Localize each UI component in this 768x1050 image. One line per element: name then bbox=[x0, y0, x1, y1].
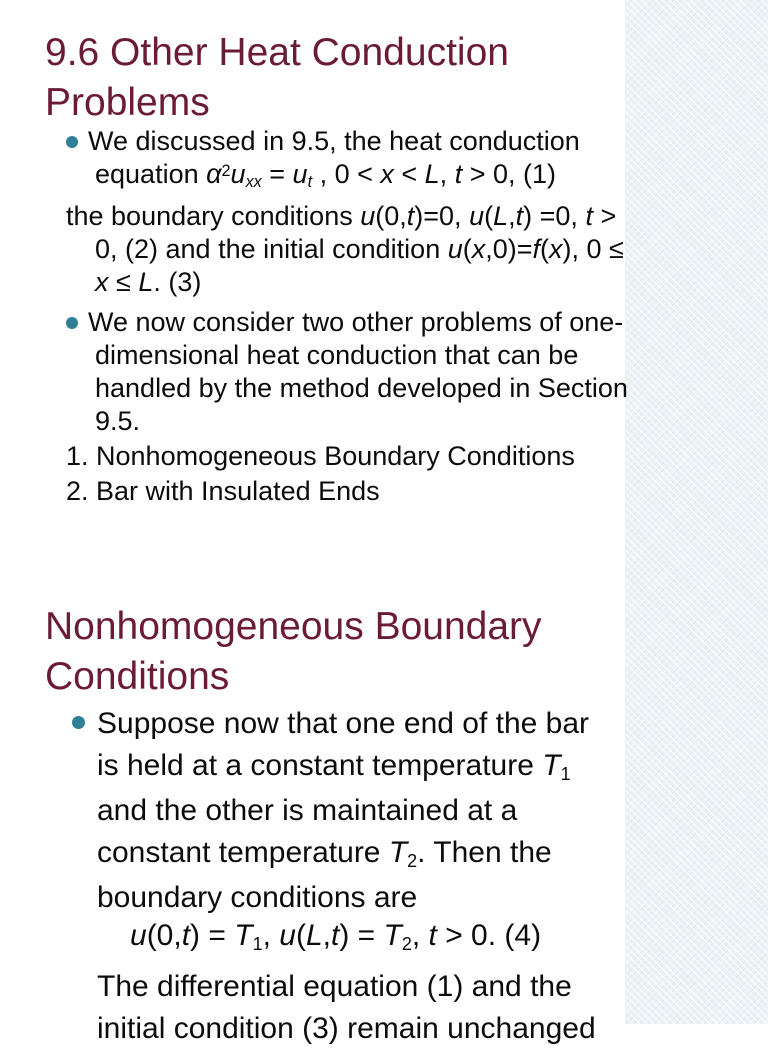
text-segment: initial condition (3) remain unchanged bbox=[97, 1012, 596, 1045]
text-segment: ( bbox=[540, 234, 550, 264]
bullet-paragraph-two-problems bbox=[45, 306, 628, 438]
text-segment: x bbox=[380, 159, 394, 189]
text-segment: ) = bbox=[339, 919, 384, 952]
text-segment: = bbox=[261, 159, 293, 189]
text-segment: L bbox=[305, 919, 323, 952]
text-segment: f bbox=[532, 234, 541, 264]
text-segment: boundary conditions are bbox=[97, 881, 418, 914]
text-segment: constant temperature bbox=[97, 836, 389, 869]
paragraph-unchanged-conditions bbox=[45, 966, 596, 1050]
text-line bbox=[97, 703, 589, 745]
text-line bbox=[95, 405, 628, 438]
text-segment: The differential equation (1) and the bbox=[97, 970, 572, 1003]
bullet-icon bbox=[72, 716, 85, 729]
text-segment: u bbox=[447, 234, 463, 264]
text-line bbox=[97, 877, 589, 919]
text-segment: )=0, bbox=[414, 201, 470, 231]
text-segment: , 0 < bbox=[312, 159, 381, 189]
text-segment: , bbox=[322, 919, 331, 952]
section-heading-2 bbox=[45, 602, 542, 702]
text-segment: 0, (2) and the initial condition bbox=[95, 234, 448, 264]
text-segment: u bbox=[292, 159, 308, 189]
text-segment: > bbox=[592, 201, 617, 231]
heading-line: 9.6 Other Heat Conduction bbox=[45, 31, 509, 74]
text-segment: 1 bbox=[252, 933, 263, 954]
text-segment: u bbox=[279, 919, 296, 952]
text-segment: ( bbox=[295, 919, 306, 952]
text-line bbox=[97, 745, 589, 790]
heading-line: Problems bbox=[45, 81, 210, 124]
text-segment: > 0. (4) bbox=[436, 919, 542, 952]
text-segment: α bbox=[206, 159, 222, 189]
text-segment: ( bbox=[484, 201, 494, 231]
text-segment: T bbox=[383, 919, 402, 952]
text-segment: We discussed in 9.5, the heat conduction bbox=[88, 126, 580, 156]
text-segment: xx bbox=[245, 173, 262, 192]
text-segment: We now consider two other problems of one- bbox=[88, 307, 624, 337]
numbered-list-problems bbox=[45, 439, 575, 509]
text-segment: > 0, (1) bbox=[462, 159, 556, 189]
text-segment: Suppose now that one end of the bar bbox=[97, 707, 590, 740]
text-segment: T bbox=[234, 919, 253, 952]
text-line bbox=[97, 966, 596, 1008]
section-heading-1 bbox=[45, 28, 509, 128]
text-segment: and the other is maintained at a bbox=[97, 794, 518, 827]
text-line bbox=[97, 1008, 596, 1050]
equation-4-line bbox=[45, 915, 541, 960]
text-segment: L bbox=[424, 159, 440, 189]
text-segment: is held at a constant temperature bbox=[97, 749, 543, 782]
text-segment: 2. Bar with Insulated Ends bbox=[66, 476, 380, 506]
bullet-paragraph-constant-temperatures bbox=[45, 703, 589, 919]
text-segment: x bbox=[549, 234, 563, 264]
text-line bbox=[66, 439, 575, 474]
text-segment: x bbox=[471, 234, 486, 264]
text-segment: L bbox=[493, 201, 509, 231]
text-line bbox=[95, 233, 624, 266]
text-segment: (0, bbox=[375, 201, 407, 231]
text-segment: T bbox=[542, 749, 561, 782]
text-segment: u bbox=[360, 201, 376, 231]
text-line bbox=[95, 339, 628, 372]
bullet-paragraph-heat-equation bbox=[45, 125, 580, 195]
text-segment: t bbox=[515, 201, 524, 231]
text-segment: u bbox=[130, 919, 147, 952]
text-line bbox=[95, 266, 624, 299]
bullet-icon bbox=[66, 317, 78, 329]
text-segment: T bbox=[388, 836, 408, 869]
paragraph-boundary-initial-conditions bbox=[45, 200, 624, 299]
text-line bbox=[88, 125, 580, 158]
heading-line: Conditions bbox=[45, 655, 230, 698]
text-segment: , bbox=[439, 159, 455, 189]
text-segment: x bbox=[95, 267, 109, 297]
text-line bbox=[95, 158, 580, 195]
text-segment: ), 0 ≤ bbox=[562, 234, 624, 264]
text-segment: t bbox=[585, 201, 593, 231]
text-segment: t bbox=[307, 173, 313, 192]
bullet-icon bbox=[66, 136, 78, 148]
text-line bbox=[66, 200, 624, 233]
text-line bbox=[97, 790, 589, 832]
text-segment: ,0)= bbox=[485, 234, 533, 264]
text-segment: . Then the bbox=[417, 836, 552, 869]
text-segment: , bbox=[262, 919, 280, 952]
heading-line: Nonhomogeneous Boundary bbox=[45, 605, 542, 648]
text-segment: (0, bbox=[146, 919, 182, 952]
text-segment: 1 bbox=[560, 763, 571, 784]
text-line bbox=[66, 474, 575, 509]
text-segment: u bbox=[230, 159, 246, 189]
text-segment: t bbox=[330, 919, 340, 952]
text-segment: equation bbox=[95, 159, 207, 189]
text-line bbox=[95, 372, 628, 405]
text-segment: ( bbox=[462, 234, 472, 264]
text-line bbox=[97, 832, 589, 877]
text-segment: u bbox=[469, 201, 485, 231]
text-segment: < bbox=[393, 159, 425, 189]
text-segment: t bbox=[406, 201, 415, 231]
text-segment: 2 bbox=[221, 162, 231, 181]
text-segment: ) = bbox=[190, 919, 235, 952]
text-segment: t bbox=[181, 919, 191, 952]
text-line bbox=[88, 306, 628, 339]
text-segment: 2 bbox=[401, 933, 412, 954]
text-segment: dimensional heat conduction that can be bbox=[95, 340, 579, 370]
text-segment: 2 bbox=[407, 850, 418, 871]
text-segment: t bbox=[428, 919, 437, 952]
text-segment: , bbox=[508, 201, 516, 231]
text-segment: , bbox=[411, 919, 429, 952]
text-segment: 1. Nonhomogeneous Boundary Conditions bbox=[66, 441, 575, 471]
text-segment: handled by the method developed in Section bbox=[95, 373, 628, 403]
text-segment: the boundary conditions bbox=[66, 201, 361, 231]
text-line bbox=[130, 915, 541, 960]
text-segment: 9.5. bbox=[95, 406, 141, 436]
text-segment: ≤ bbox=[108, 267, 139, 297]
text-segment: . (3) bbox=[153, 267, 202, 297]
text-segment: ) =0, bbox=[523, 201, 586, 231]
text-segment: t bbox=[454, 159, 463, 189]
text-segment: L bbox=[138, 267, 154, 297]
